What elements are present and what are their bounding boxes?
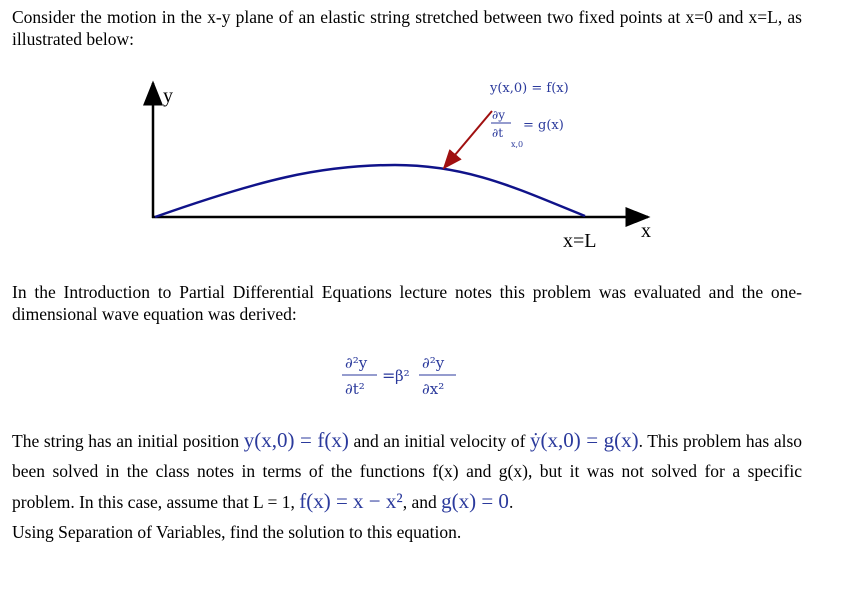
wave-equals: = xyxy=(382,366,396,385)
velocity-rhs: = g(x) xyxy=(523,118,564,133)
initial-velocity-expression: ẏ(x,0) = g(x) xyxy=(530,428,639,452)
end-point-label: x=L xyxy=(563,230,597,252)
wave-intro-paragraph: In the Introduction to Partial Differential Equations lecture notes this problem was evaluated and the one-dimensional wave equation was derived: xyxy=(12,282,802,324)
intro-paragraph: Consider the motion in the x-y plane of an elastic string stretched between two fixed points at x=0 and x=L, as illustrated below: xyxy=(12,7,802,49)
initial-position-expression: y(x,0) = f(x) xyxy=(243,428,349,452)
wave-rhs-numerator: ∂²y xyxy=(422,354,445,372)
initial-position-annotation: y(x,0) = f(x) xyxy=(490,81,569,96)
velocity-subscript: x,0 xyxy=(511,140,524,149)
velocity-denominator: ∂t xyxy=(492,126,504,140)
x-axis-label: x xyxy=(641,220,651,242)
wave-lhs-denominator: ∂t² xyxy=(345,380,365,398)
velocity-numerator: ∂y xyxy=(492,108,505,122)
f-of-x-expression: f(x) = x − x² xyxy=(299,489,403,513)
problem-paragraph xyxy=(12,425,802,547)
wave-lhs-numerator: ∂²y xyxy=(345,354,368,372)
problem-text-5: . xyxy=(508,492,514,512)
g-of-x-expression: g(x) = 0 xyxy=(441,489,509,513)
wave-coefficient: β² xyxy=(395,367,410,385)
problem-text-6: Using Separation of Variables, find the solution to this equation. xyxy=(12,522,462,542)
wave-equation xyxy=(330,348,480,406)
problem-text-4: , and xyxy=(402,492,437,512)
pointer-arrow xyxy=(444,111,492,168)
problem-text-2: and an initial velocity of xyxy=(353,431,526,451)
y-axis-label: y xyxy=(163,85,173,107)
problem-text-3: . This problem has also been solved in the class notes in terms of the functions f(x) and g(x), but it was not solved for a specific problem. In this case, assume that L = 1, xyxy=(12,431,803,512)
string-curve xyxy=(155,165,585,217)
string-figure xyxy=(0,0,853,270)
wave-rhs-denominator: ∂x² xyxy=(422,380,445,398)
problem-text-1: The string has an initial position xyxy=(12,431,240,451)
